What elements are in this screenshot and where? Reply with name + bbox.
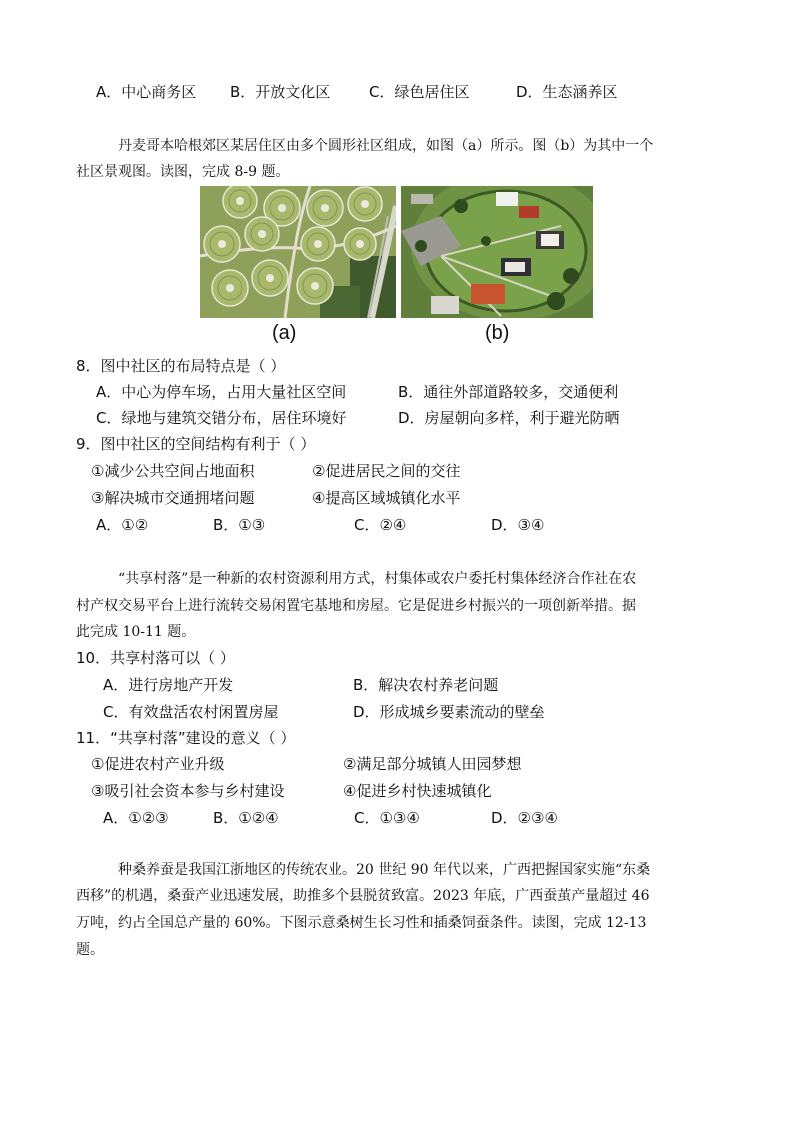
caption-a: (a)	[272, 322, 297, 344]
q9-stem: 9．图中社区的空间结构有利于（ ）	[76, 435, 316, 453]
q8-option-a: A．中心为停车场，占用大量社区空间	[96, 383, 347, 401]
intro-12-13-line3: 万吨，约占全国总产量的 60%。下图示意桑树生长习性和插桑饲蚕条件。读图，完成 12-13	[76, 915, 647, 931]
q11-option-d: D．②③④	[491, 809, 558, 827]
figure-b-community-photo	[401, 186, 593, 318]
q11-option-b: B．①②④	[213, 809, 279, 827]
q9-item-3: ③解决城市交通拥堵问题	[91, 489, 255, 507]
intro-12-13-line4: 题。	[76, 942, 104, 958]
q10-option-b: B．解决农村养老问题	[353, 676, 499, 694]
q8-option-d: D．房屋朝向多样，利于避光防晒	[398, 409, 620, 427]
q11-option-a: A．①②③	[103, 809, 169, 827]
q9-option-d: D．③④	[491, 516, 545, 534]
q8-option-b: B．通往外部道路较多，交通便利	[398, 383, 619, 401]
q7-option-d: D．生态涵养区	[516, 83, 618, 101]
q11-stem: 11．“共享村落”建设的意义（ ）	[76, 729, 296, 747]
q11-item-2: ②满足部分城镇人田园梦想	[343, 755, 522, 773]
q7-option-b: B．开放文化区	[230, 83, 331, 101]
q7-option-a: A．中心商务区	[96, 83, 197, 101]
figure-a-aerial-photo	[200, 186, 396, 318]
q8-stem: 8．图中社区的布局特点是（ ）	[76, 357, 286, 375]
q9-item-1: ①减少公共空间占地面积	[91, 462, 255, 480]
q9-item-4: ④提高区域城镇化水平	[312, 489, 461, 507]
q9-item-2: ②促进居民之间的交往	[312, 462, 461, 480]
aerial-communities-image	[200, 186, 396, 318]
q10-option-a: A．进行房地产开发	[103, 676, 234, 694]
community-landscape-image	[401, 186, 593, 318]
q9-option-a: A．①②	[96, 516, 149, 534]
intro-12-13-line1: 种桑养蚕是我国江浙地区的传统农业。20 世纪 90 年代以来，广西把握国家实施“东桑	[118, 862, 651, 878]
q10-option-c: C．有效盘活农村闲置房屋	[103, 703, 279, 721]
intro-10-11-line1: “共享村落”是一种新的农村资源利用方式，村集体或农户委托村集体经济合作社在农	[118, 571, 637, 587]
caption-b: (b)	[485, 322, 510, 344]
q10-stem: 10．共享村落可以（ ）	[76, 649, 235, 667]
q11-item-4: ④促进乡村快速城镇化	[343, 782, 492, 800]
intro-12-13-line2: 西移”的机遇，桑蚕产业迅速发展，助推多个县脱贫致富。2023 年底，广西蚕茧产量超过 46	[76, 888, 650, 904]
q11-item-3: ③吸引社会资本参与乡村建设	[91, 782, 285, 800]
q8-option-c: C．绿地与建筑交错分布，居住环境好	[96, 409, 347, 427]
q7-option-c: C．绿色居住区	[369, 83, 470, 101]
q9-option-b: B．①③	[213, 516, 266, 534]
intro-10-11-line3: 此完成 10-11 题。	[76, 624, 196, 640]
q11-item-1: ①促进农村产业升级	[91, 755, 225, 773]
q11-option-c: C．①③④	[354, 809, 420, 827]
intro-8-9-line1: 丹麦哥本哈根郊区某居住区由多个圆形社区组成，如图（a）所示。图（b）为其中一个	[118, 138, 654, 154]
intro-10-11-line2: 村产权交易平台上进行流转交易闲置宅基地和房屋。它是促进乡村振兴的一项创新举措。据	[76, 598, 636, 614]
intro-8-9-line2: 社区景观图。读图，完成 8-9 题。	[76, 164, 290, 180]
q10-option-d: D．形成城乡要素流动的壁垒	[353, 703, 545, 721]
q9-option-c: C．②④	[354, 516, 407, 534]
